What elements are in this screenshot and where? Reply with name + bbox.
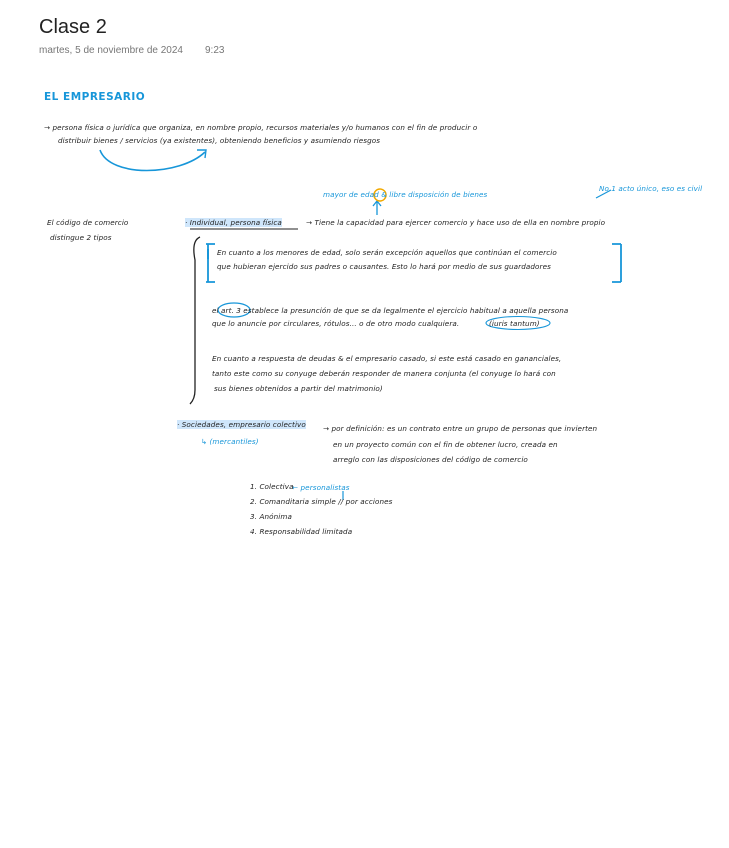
sociedades-label-text: · Sociedades, empresario colectivo — [177, 420, 306, 429]
sociedades-line-2: en un proyecto común con el fin de obtener lucro, creada en — [333, 440, 558, 449]
tipo-item: 4. Responsabilidad limitada — [250, 527, 353, 536]
definition-line-2: distribuir bienes / servicios (ya existentes), obteniendo beneficios y asumiendo riesgos — [58, 136, 381, 145]
heading-empresario: EL EMPRESARIO — [44, 91, 146, 103]
iuris-tantum: (iuris tantum) — [489, 319, 540, 328]
acto-unico-note: No 1 acto único, eso es civil — [599, 184, 703, 193]
individual-label — [185, 218, 282, 227]
mercantiles-note: ↳ (mercantiles) — [201, 437, 259, 446]
deudas-line-1: En cuanto a respuesta de deudas & el empresario casado, si este está casado en gananciales, — [212, 354, 562, 363]
definition-line-1: → persona física o jurídica que organiza, en nombre propio, recursos materiales y/o humanos con el fin de producir o — [44, 123, 478, 132]
sociedades-line-3: arreglo con las disposiciones del código de comercio — [333, 455, 528, 464]
tipo-item: 2. Comanditaria simple // por acciones — [250, 497, 393, 506]
sociedades-label — [177, 420, 306, 429]
mayor-edad-note: mayor de edad & libre disposición de bienes — [323, 190, 488, 199]
deudas-line-3: sus bienes obtenidos a partir del matrimonio) — [214, 384, 383, 393]
page-date: martes, 5 de noviembre de 2024 — [39, 45, 183, 56]
codigo-line-1: El código de comercio — [47, 218, 129, 227]
menores-line-2: que hubieran ejercido sus padres o causantes. Esto lo hará por medio de sus guardadores — [217, 262, 551, 271]
tipo-item: 3. Anónima — [250, 512, 292, 521]
menores-line-1: En cuanto a los menores de edad, solo serán excepción aquellos que continúan el comercio — [217, 248, 557, 257]
tipo-item: 1. Colectiva — [250, 482, 294, 491]
art3-line-1: el art. 3 establece la presunción de que se da legalmente el ejercicio habitual a aquella persona — [212, 306, 569, 315]
personalistas-note: ← personalistas — [292, 483, 350, 492]
codigo-line-2: distingue 2 tipos — [50, 233, 112, 242]
art3-line-2: que lo anuncie por circulares, rótulos... o de otro modo cualquiera. — [212, 319, 460, 328]
page-time: 9:23 — [205, 45, 225, 56]
page-title: Clase 2 — [39, 16, 107, 38]
individual-label-text: · Individual, persona física — [185, 218, 282, 227]
individual-text: → Tiene la capacidad para ejercer comercio y hace uso de ella en nombre propio — [306, 218, 606, 227]
sociedades-line-1: → por definición: es un contrato entre un grupo de personas que invierten — [323, 424, 598, 433]
deudas-line-2: tanto este como su conyuge deberán responder de manera conjunta (el conyuge lo hará con — [212, 369, 556, 378]
